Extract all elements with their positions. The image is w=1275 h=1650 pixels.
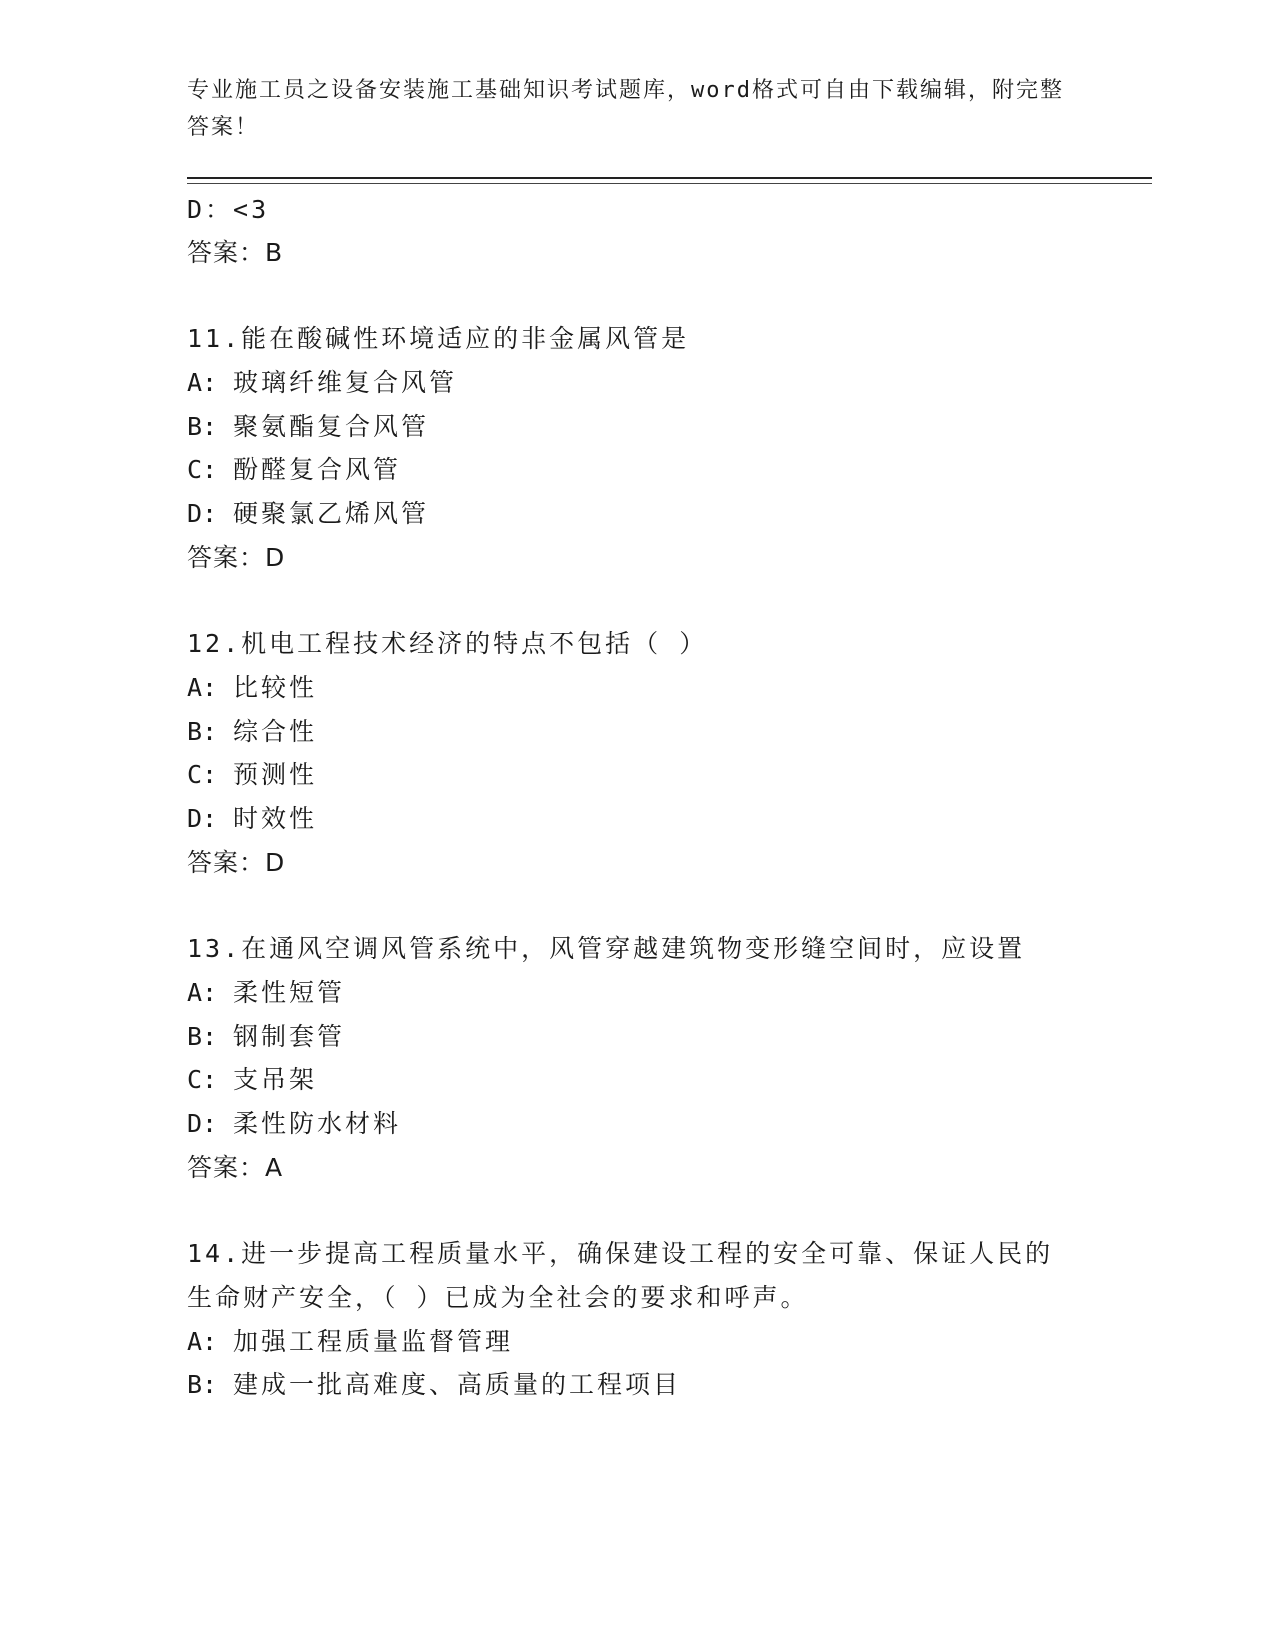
option-text: 柔性防水材料 [233,1109,402,1138]
option-letter: A: [187,368,218,397]
question-12-option-b [187,717,317,747]
question-12-option-a [187,673,317,703]
option-letter: B: [187,1022,218,1051]
option-letter: C: [187,1065,218,1094]
option-text: 综合性 [233,717,318,746]
option-letter: D: [187,804,218,833]
question-13-option-d [187,1109,401,1139]
document-header: 专业施工员之设备安装施工基础知识考试题库，word格式可自由下载编辑，附完整答案！ [187,78,1064,140]
option-text: 硬聚氯乙烯风管 [233,499,430,528]
question-14-option-a [187,1327,513,1357]
option-text: 酚醛复合风管 [233,455,402,484]
question-13-option-a [187,978,345,1008]
question-11-option-c [187,455,401,485]
question-13-answer: 答案：A [187,1153,284,1182]
question-12-stem: 12.机电工程技术经济的特点不包括（ ） [187,629,708,658]
question-14-option-b [187,1370,681,1400]
question-12-answer: 答案：D [187,848,286,877]
question-13-option-b [187,1022,345,1052]
option-letter: B: [187,717,218,746]
question-11-option-a [187,368,457,398]
option-text: 加强工程质量监督管理 [233,1327,514,1356]
option-letter: A: [187,978,218,1007]
prev-answer: 答案：B [187,238,284,267]
option-text: 预测性 [233,760,318,789]
option-text: 玻璃纤维复合风管 [233,368,458,397]
option-letter: C: [187,455,218,484]
question-12-option-d [187,804,317,834]
option-letter: A: [187,673,218,702]
question-12-option-c [187,760,317,790]
question-13-option-c [187,1065,317,1095]
option-text: 柔性短管 [233,978,346,1007]
header-rule-thin [187,183,1152,184]
option-text: 时效性 [233,804,318,833]
option-text: 聚氨酯复合风管 [233,412,430,441]
option-letter: A: [187,1327,218,1356]
question-11-stem: 11.能在酸碱性环境适应的非金属风管是 [187,324,690,353]
question-11-answer: 答案：D [187,543,286,572]
question-14-stem-line2: 生命财产安全，（ ）已成为全社会的要求和呼声。 [187,1283,809,1312]
question-13-stem: 13.在通风空调风管系统中，风管穿越建筑物变形缝空间时，应设置 [187,934,1026,963]
option-text: 钢制套管 [233,1022,346,1051]
option-letter: B: [187,1370,218,1399]
option-text: 比较性 [233,673,318,702]
option-text: 建成一批高难度、高质量的工程项目 [233,1370,682,1399]
prev-option-d: D：<3 [187,195,270,224]
option-letter: D: [187,1109,218,1138]
option-letter: B: [187,412,218,441]
option-letter: C: [187,760,218,789]
header-rule-thick [187,177,1152,179]
question-11-option-d [187,499,429,529]
question-11-option-b [187,412,429,442]
option-text: 支吊架 [233,1065,318,1094]
option-letter: D: [187,499,218,528]
question-14-stem-line1: 14.进一步提高工程质量水平，确保建设工程的安全可靠、保证人民的 [187,1239,1054,1268]
